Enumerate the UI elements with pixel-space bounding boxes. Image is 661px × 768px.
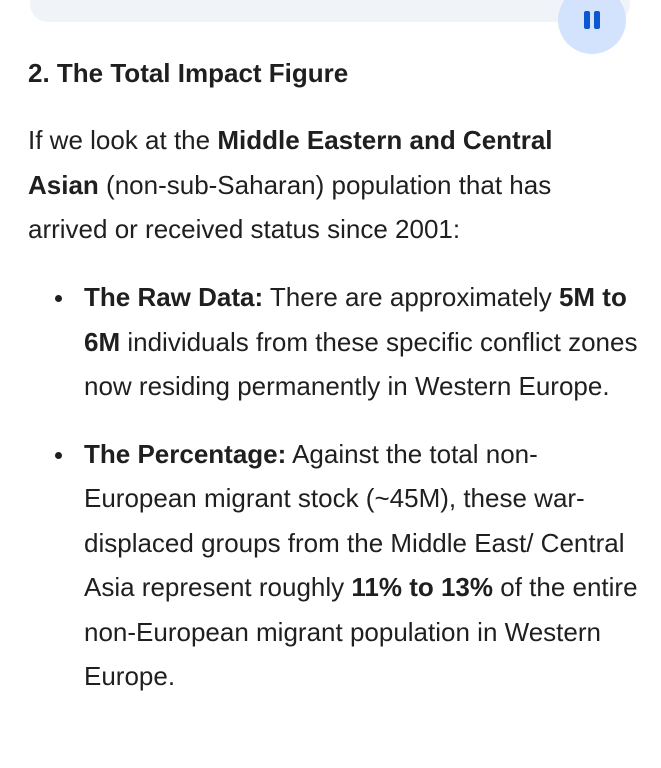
bullet-text-rest: individuals from these specific conflict zones now residing permanently in Western Europe. — [84, 326, 638, 401]
bullet-text-rest: of the entire non-European migrant population in Western Europe. — [84, 572, 638, 691]
intro-text-rest: (non-sub-Saharan) population that has arrived or received status since 2001: — [28, 169, 552, 244]
bullet-label: The Raw Data: — [84, 282, 264, 312]
bullet-bold-value: 5M to 6M — [84, 282, 627, 357]
bullet-dot — [55, 295, 62, 302]
intro-bold-region: Middle Eastern and Central Asian — [28, 125, 553, 200]
intro-paragraph — [28, 118, 628, 252]
list-item-percentage — [0, 432, 644, 699]
bullet-label: The Percentage: — [84, 438, 287, 469]
intro-text: If we look at the — [28, 125, 218, 155]
section-heading: 2. The Total Impact Figure — [28, 58, 349, 88]
pause-icon — [581, 9, 603, 31]
pause-button[interactable] — [558, 0, 626, 54]
bullet-text: There are approximately — [263, 282, 559, 312]
bullet-bold-value: 11% to 13% — [351, 572, 494, 602]
previous-content-card — [30, 0, 630, 22]
bullet-list — [0, 275, 661, 699]
bullet-dot — [55, 452, 62, 459]
bullet-text: Against the total non-European migrant stock (~45M), these war-displaced groups from the Middle East/ Central Asia represent roughly — [84, 438, 625, 602]
list-item-raw-data — [0, 275, 644, 409]
